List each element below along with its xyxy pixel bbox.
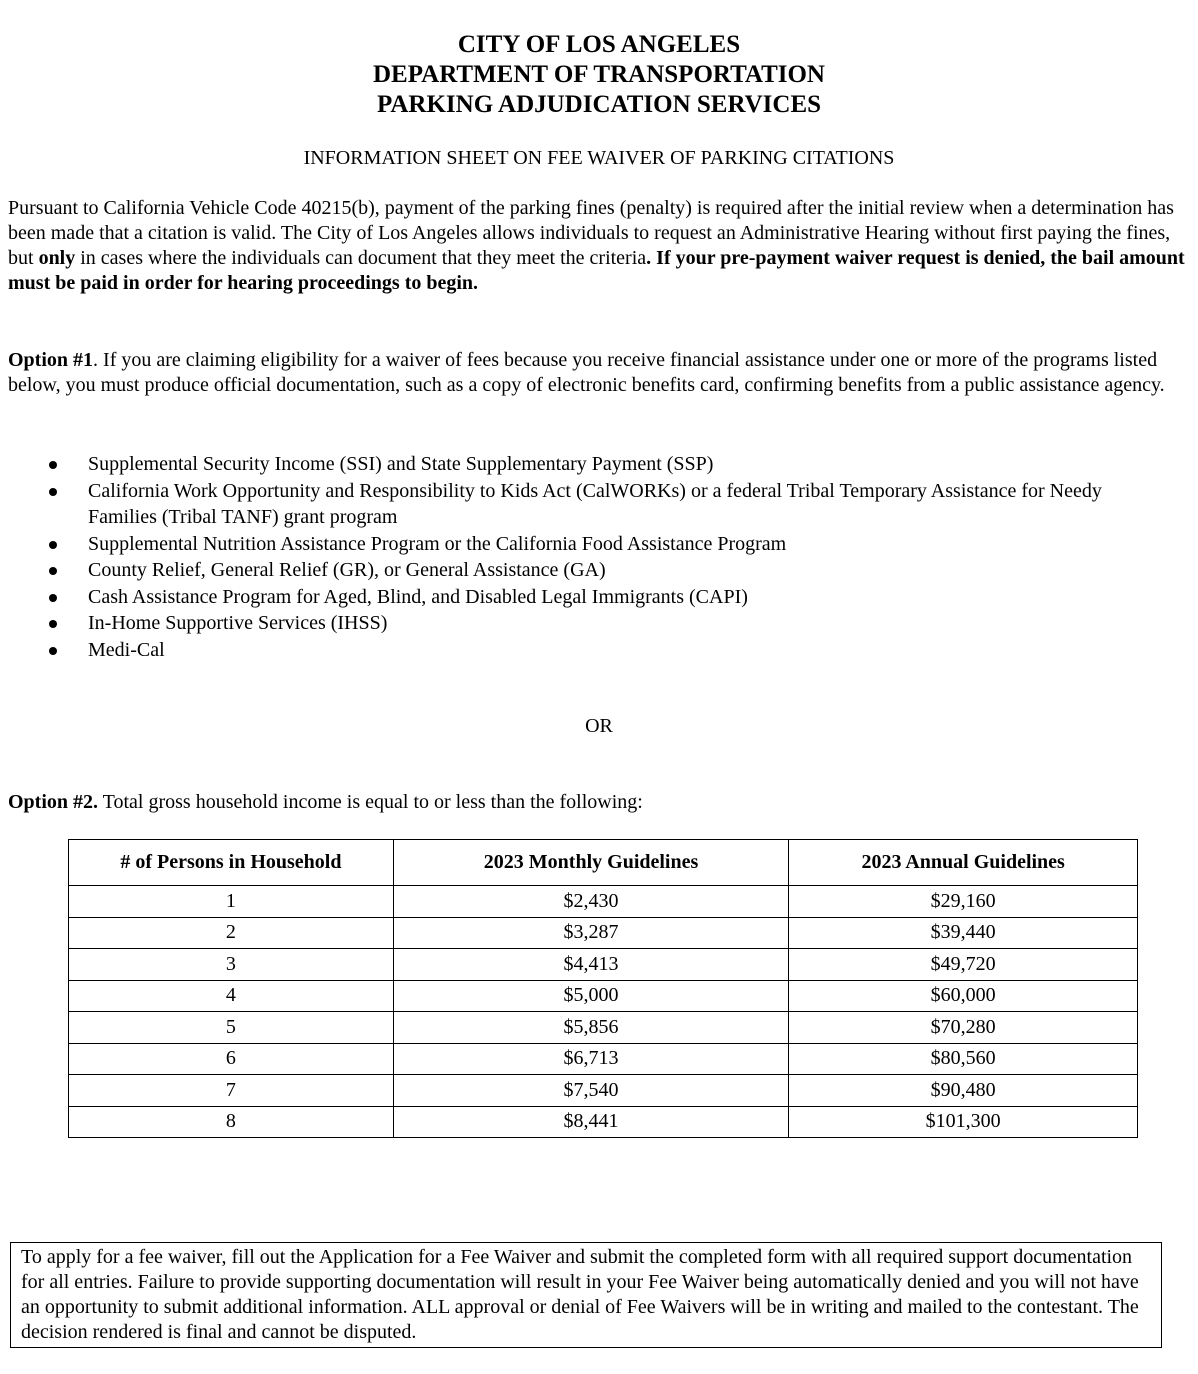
cell-annual: $49,720 bbox=[789, 949, 1138, 981]
bullet-icon bbox=[49, 647, 57, 655]
list-item bbox=[0, 584, 1190, 611]
title-city: CITY OF LOS ANGELES bbox=[457, 31, 741, 58]
cell-persons: 6 bbox=[69, 1043, 394, 1075]
table-row bbox=[69, 1012, 1138, 1044]
table-row bbox=[69, 980, 1138, 1012]
or-separator: OR bbox=[585, 715, 613, 737]
cell-annual: $101,300 bbox=[789, 1106, 1138, 1138]
intro-only-emphasis: only bbox=[38, 247, 76, 269]
bullet-icon bbox=[49, 488, 57, 496]
cell-monthly: $5,000 bbox=[393, 980, 788, 1012]
option2-paragraph bbox=[8, 790, 1190, 815]
income-guidelines-table bbox=[68, 839, 1138, 1138]
list-item bbox=[0, 478, 1190, 531]
intro-warning: If your pre-payment waiver request is denied, the bail amount must be paid in order for hearing proceedings to begin. bbox=[8, 247, 1185, 294]
cell-monthly: $8,441 bbox=[393, 1106, 788, 1138]
list-item bbox=[0, 610, 1190, 637]
header-monthly: 2023 Monthly Guidelines bbox=[393, 840, 788, 886]
intro-paragraph bbox=[8, 196, 1190, 296]
program-list bbox=[0, 451, 1190, 663]
cell-monthly: $5,856 bbox=[393, 1012, 788, 1044]
option2-text: Total gross household income is equal to or less than the following: bbox=[98, 791, 643, 813]
program-label: Medi-Cal bbox=[88, 638, 165, 661]
list-item bbox=[0, 531, 1190, 558]
title-division: PARKING ADJUDICATION SERVICES bbox=[376, 91, 822, 118]
table-row bbox=[69, 949, 1138, 981]
option1-label: Option #1 bbox=[8, 349, 94, 371]
cell-persons: 1 bbox=[69, 886, 394, 918]
cell-annual: $90,480 bbox=[789, 1075, 1138, 1107]
table-header-row bbox=[69, 840, 1138, 886]
table-row bbox=[69, 1043, 1138, 1075]
intro-text-1: Pursuant to California Vehicle Code 40215(b), payment of the parking fines (penalty) is required after the initial review when a determination has been made that a citation is valid. The City of Los Angeles allows individuals to request an Administrative Hearing without first paying the fines, but bbox=[8, 197, 1174, 269]
list-item bbox=[0, 557, 1190, 584]
list-item bbox=[0, 451, 1190, 478]
cell-monthly: $4,413 bbox=[393, 949, 788, 981]
option2-label: Option #2. bbox=[8, 791, 99, 813]
cell-annual: $60,000 bbox=[789, 980, 1138, 1012]
program-label: Supplemental Security Income (SSI) and State Supplementary Payment (SSP) bbox=[88, 453, 714, 475]
program-label: California Work Opportunity and Responsibility to Kids Act (CalWORKs) or a federal Tribal Temporary Assistance for Needy Families (Tribal TANF) grant program bbox=[88, 479, 1102, 528]
cell-persons: 7 bbox=[69, 1075, 394, 1107]
program-label: County Relief, General Relief (GR), or General Assistance (GA) bbox=[88, 559, 606, 581]
cell-monthly: $6,713 bbox=[393, 1043, 788, 1075]
cell-annual: $70,280 bbox=[789, 1012, 1138, 1044]
cell-monthly: $7,540 bbox=[393, 1075, 788, 1107]
option1-text: . If you are claiming eligibility for a waiver of fees because you receive financial assistance under one or more of the programs listed below, you must produce official documentation, such as a copy of electronic benefits card, confirming benefits from a public assistance agency. bbox=[8, 349, 1165, 396]
cell-persons: 3 bbox=[69, 949, 394, 981]
document-title bbox=[0, 30, 1198, 120]
document-subtitle: INFORMATION SHEET ON FEE WAIVER OF PARKING CITATIONS bbox=[303, 147, 895, 169]
application-notice-box: To apply for a fee waiver, fill out the Application for a Fee Waiver and submit the completed form with all required support documentation for all entries. Failure to provide supporting documentation will result in your Fee Waiver being automatically denied and you will not have an opportunity to submit additional information. ALL approval or denial of Fee Waivers will be in writing and mailed to the contestant. The decision rendered is final and cannot be disputed. bbox=[10, 1242, 1162, 1348]
bullet-icon bbox=[49, 541, 57, 549]
table-row bbox=[69, 1106, 1138, 1138]
table-row bbox=[69, 1075, 1138, 1107]
bullet-icon bbox=[49, 620, 57, 628]
cell-persons: 4 bbox=[69, 980, 394, 1012]
option1-paragraph bbox=[8, 348, 1190, 398]
cell-persons: 2 bbox=[69, 917, 394, 949]
program-label: Cash Assistance Program for Aged, Blind, and Disabled Legal Immigrants (CAPI) bbox=[88, 585, 748, 608]
bullet-icon bbox=[49, 461, 57, 469]
program-label: In-Home Supportive Services (IHSS) bbox=[88, 612, 388, 634]
cell-annual: $29,160 bbox=[789, 886, 1138, 918]
table-row bbox=[69, 886, 1138, 918]
title-department: DEPARTMENT OF TRANSPORTATION bbox=[373, 61, 825, 88]
cell-annual: $39,440 bbox=[789, 917, 1138, 949]
cell-persons: 8 bbox=[69, 1106, 394, 1138]
table-row bbox=[69, 917, 1138, 949]
bullet-icon bbox=[49, 567, 57, 575]
cell-annual: $80,560 bbox=[789, 1043, 1138, 1075]
program-label: Supplemental Nutrition Assistance Program or the California Food Assistance Program bbox=[88, 532, 787, 555]
intro-text-2: in cases where the individuals can document that they meet the criteria bbox=[75, 247, 647, 269]
list-item bbox=[0, 637, 1190, 664]
cell-persons: 5 bbox=[69, 1012, 394, 1044]
bullet-icon bbox=[49, 594, 57, 602]
cell-monthly: $2,430 bbox=[393, 886, 788, 918]
header-annual: 2023 Annual Guidelines bbox=[789, 840, 1138, 886]
intro-period: . bbox=[646, 247, 652, 269]
header-persons: # of Persons in Household bbox=[69, 840, 394, 886]
cell-monthly: $3,287 bbox=[393, 917, 788, 949]
